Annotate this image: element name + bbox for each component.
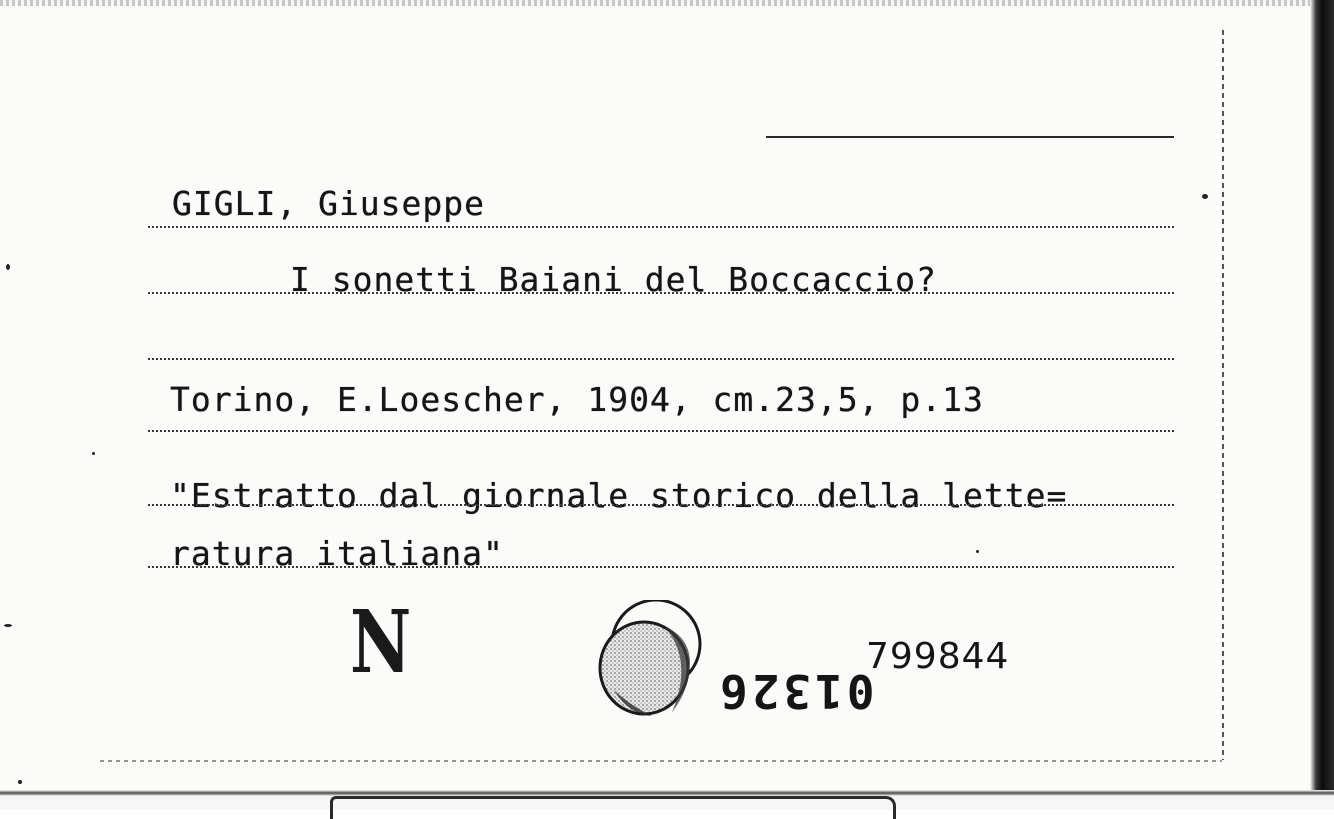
rule-author bbox=[148, 226, 1174, 228]
scan-speck bbox=[4, 624, 12, 627]
card-inner-bottom-border bbox=[100, 760, 1222, 762]
scan-speck bbox=[18, 780, 22, 784]
card-inner-right-border bbox=[1222, 30, 1224, 760]
drawer-frame bbox=[330, 796, 896, 819]
rule-title bbox=[148, 292, 1174, 294]
card-top-edge bbox=[0, 0, 1334, 6]
note-line-1: "Estratto dal giornale storico della lette= bbox=[170, 476, 1068, 515]
inventory-number: 799844 bbox=[866, 636, 1010, 677]
card-right-edge bbox=[1310, 0, 1334, 810]
scan-speck bbox=[6, 264, 10, 270]
scan-speck bbox=[976, 550, 979, 553]
imprint: Torino, E.Loescher, 1904, cm.23,5, p.13 bbox=[170, 380, 984, 419]
rule-note-2 bbox=[148, 566, 1174, 568]
rule-note-1 bbox=[148, 504, 1174, 506]
rule-imprint bbox=[148, 430, 1174, 432]
book-title: I sonetti Baiani del Boccaccio? bbox=[290, 260, 937, 299]
mark-letter: N bbox=[350, 592, 412, 693]
scan-speck bbox=[92, 452, 95, 455]
shelf-number-rotated: 01326 bbox=[716, 664, 875, 718]
scan-speck bbox=[1202, 194, 1208, 199]
top-rule bbox=[766, 136, 1174, 138]
note-line-2: ratura italiana" bbox=[170, 534, 504, 573]
rule-blank bbox=[148, 358, 1174, 360]
library-stamp-icon bbox=[594, 600, 704, 718]
author-name: GIGLI, Giuseppe bbox=[172, 184, 486, 223]
